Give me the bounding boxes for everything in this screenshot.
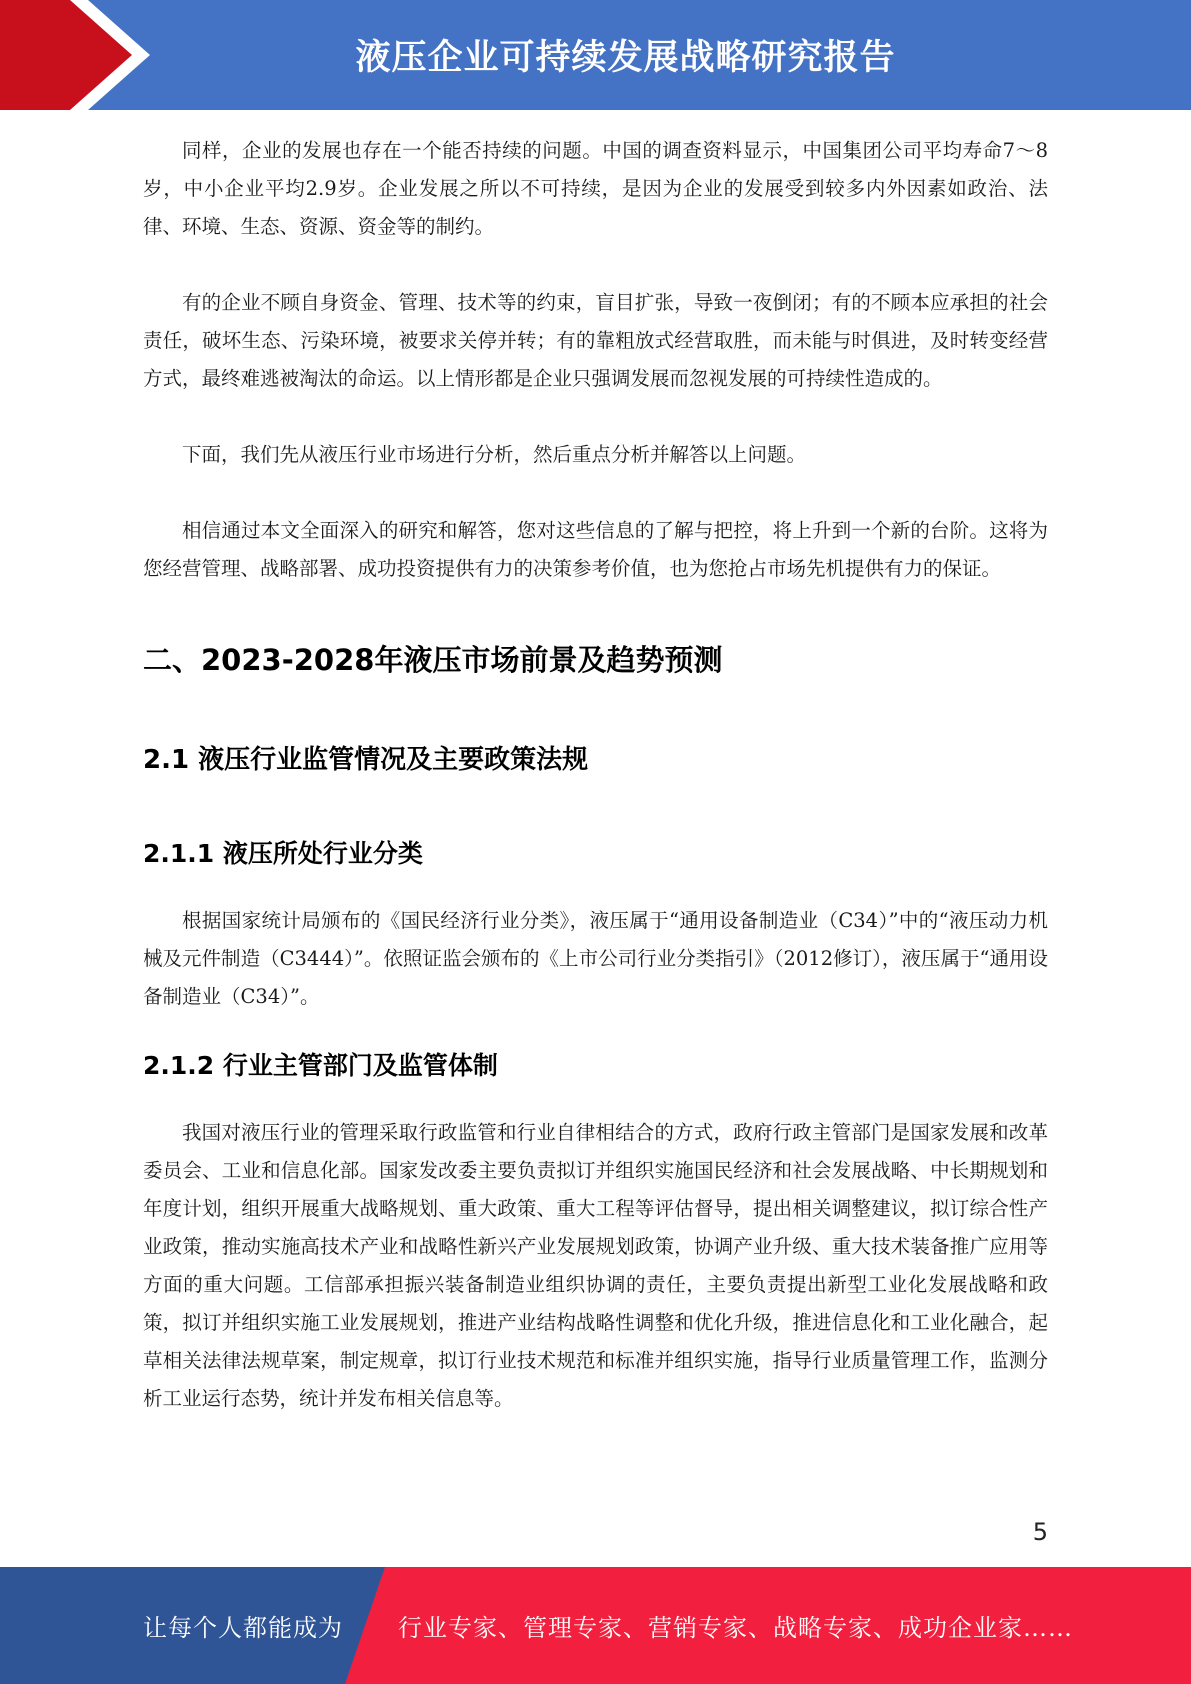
subsection-heading: 2.1 液压行业监管情况及主要政策法规 xyxy=(143,745,589,775)
footer-slogan-left: 让每个人都能成为 xyxy=(143,1614,343,1642)
subsection-2-paragraph: 我国对液压行业的管理采取行政监管和行业自律相结合的方式，政府行政主管部门是国家发展和改革委员会、工业和信息化部。国家发改委主要负责拟订并组织实施国民经济和社会发展战略、中长期规划和年度计划，组织开展重大战略规划、重大政策、重大工程等评估督导，提出相关调整建议，拟订综合性产业政策，推动实施高技术产业和战略性新兴产业发展规划政策，协调产业升级、重大技术装备推广应用等方面的重大问题。工信部承担振兴装备制造业组织协调的责任，主要负责提出新型工业化发展战略和政策，拟订并组织实施工业发展规划，推进产业结构战略性调整和优化升级，推进信息化和工业化融合，起草相关法律法规草案，制定规章，拟订行业技术规范和标准并组织实施，指导行业质量管理工作，监测分析工业运行态势，统计并发布相关信息等。 xyxy=(143,1121,1048,1410)
page-footer xyxy=(0,1567,1191,1684)
intro-paragraph-3: 下面，我们先从液压行业市场进行分析，然后重点分析并解答以上问题。 xyxy=(182,443,807,466)
subsection-2-heading: 2.1.2 行业主管部门及监管体制 xyxy=(143,1051,498,1080)
intro-paragraph-2: 有的企业不顾自身资金、管理、技术等的约束，盲目扩张，导致一夜倒闭；有的不顾本应承担的社会责任，破坏生态、污染环境，被要求关停并转；有的靠粗放式经营取胜，而未能与时俱进，及时转变经营方式，最终难逃被淘汰的命运。以上情形都是企业只强调发展而忽视发展的可持续性造成的。 xyxy=(143,291,1048,390)
report-title: 液压企业可持续发展战略研究报告 xyxy=(355,38,896,78)
page-header xyxy=(0,0,1191,110)
section-heading: 二、2023-2028年液压市场前景及趋势预测 xyxy=(143,643,723,677)
page-number: 5 xyxy=(1032,1518,1048,1546)
subsection-1-paragraph: 根据国家统计局颁布的《国民经济行业分类》，液压属于“通用设备制造业（C34）”中的“液压动力机械及元件制造（C3444）”。依照证监会颁布的《上市公司行业分类指引》（2012修订），液压属于“通用设备制造业（C34）”。 xyxy=(143,909,1048,1008)
page-content xyxy=(143,132,1048,1418)
intro-paragraph-1: 同样，企业的发展也存在一个能否持续的问题。中国的调查资料显示，中国集团公司平均寿命7～8岁，中小企业平均2.9岁。企业发展之所以不可持续，是因为企业的发展受到较多内外因素如政治、法律、环境、生态、资源、资金等的制约。 xyxy=(143,139,1048,238)
intro-paragraph-4: 相信通过本文全面深入的研究和解答，您对这些信息的了解与把控，将上升到一个新的台阶。这将为您经营管理、战略部署、成功投资提供有力的决策参考价值，也为您抢占市场先机提供有力的保证。 xyxy=(143,519,1048,580)
footer-slogan-right: 行业专家、管理专家、营销专家、战略专家、成功企业家…… xyxy=(398,1614,1073,1642)
subsection-1-heading: 2.1.1 液压所处行业分类 xyxy=(143,839,423,868)
